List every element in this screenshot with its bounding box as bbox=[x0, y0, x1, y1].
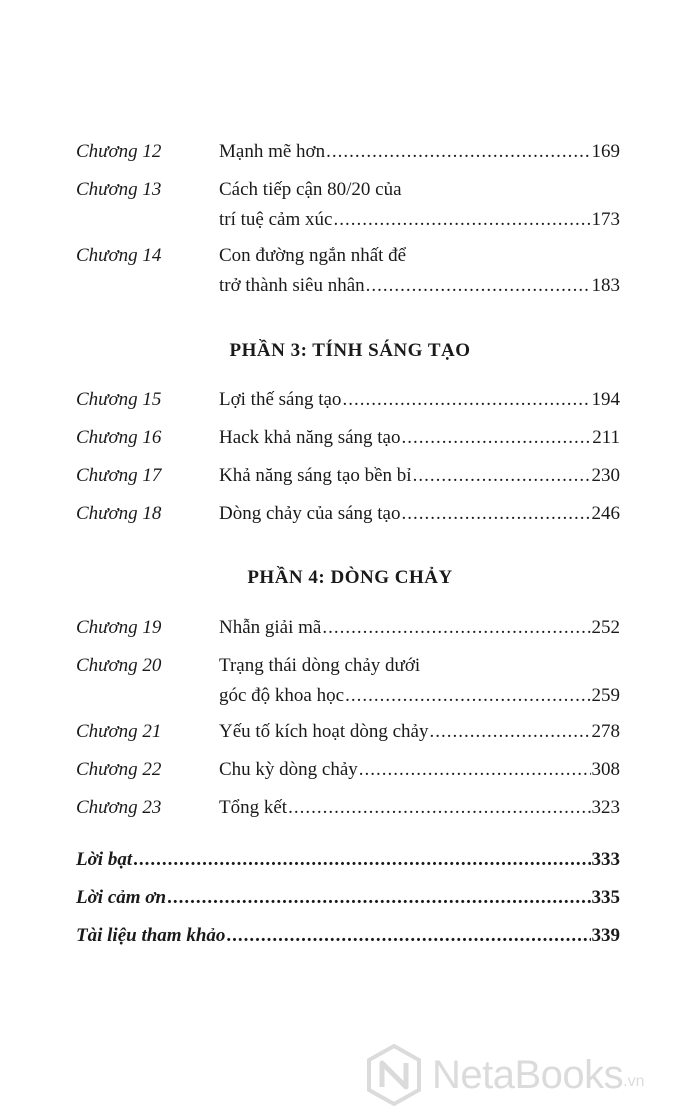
chapter-title bbox=[219, 241, 620, 301]
chapter-title bbox=[219, 423, 620, 453]
chapter-label: Chương 12 bbox=[76, 141, 162, 162]
page-number: 252 bbox=[591, 617, 620, 638]
section-heading: PHẦN 3: TÍNH SÁNG TẠO bbox=[229, 340, 471, 361]
chapter-title-line: Tổng kết bbox=[219, 797, 288, 818]
chapter-title-line: trí tuệ cảm xúc bbox=[219, 209, 333, 230]
chapter-title bbox=[219, 461, 620, 491]
chapter-title bbox=[219, 499, 620, 529]
back-matter-title: Tài liệu tham khảo bbox=[76, 925, 226, 946]
chapter-title bbox=[219, 613, 620, 643]
back-matter-entry bbox=[76, 883, 620, 913]
chapter-title-line: Yếu tố kích hoạt dòng chảy bbox=[219, 721, 429, 742]
chapter-title bbox=[219, 137, 620, 167]
dot-leader bbox=[226, 921, 590, 951]
page-number: 194 bbox=[591, 389, 620, 410]
page-number: 339 bbox=[591, 925, 620, 946]
chapter-label: Chương 13 bbox=[76, 179, 162, 200]
section-heading: PHẦN 4: DÒNG CHẢY bbox=[247, 567, 453, 588]
chapter-label: Chương 14 bbox=[76, 245, 162, 266]
dot-leader bbox=[366, 271, 591, 301]
chapter-title-line: Dòng chảy của sáng tạo bbox=[219, 503, 401, 524]
chapter-title-line: Cách tiếp cận 80/20 của bbox=[219, 179, 402, 200]
watermark-suffix: .vn bbox=[623, 1073, 645, 1090]
chapter-label: Chương 18 bbox=[76, 503, 162, 524]
chapter-title-line: Chu kỳ dòng chảy bbox=[219, 759, 358, 780]
dot-leader bbox=[345, 681, 590, 711]
chapter-title-line: Hack khả năng sáng tạo bbox=[219, 427, 401, 448]
chapter-title bbox=[219, 793, 620, 823]
chapter-title bbox=[219, 651, 620, 711]
chapter-title-line: Trạng thái dòng chảy dưới bbox=[219, 655, 421, 676]
chapter-title-line: Lợi thế sáng tạo bbox=[219, 389, 342, 410]
chapter-label: Chương 22 bbox=[76, 759, 162, 780]
chapter-label: Chương 20 bbox=[76, 655, 162, 676]
page-number: 230 bbox=[591, 465, 620, 486]
chapter-title-line: trở thành siêu nhân bbox=[219, 275, 365, 296]
back-matter-title: Lời cảm ơn bbox=[76, 887, 167, 908]
page-number: 278 bbox=[591, 721, 620, 742]
page-number: 169 bbox=[591, 141, 620, 162]
chapter-title-line: Nhẫn giải mã bbox=[219, 617, 322, 638]
dot-leader bbox=[326, 137, 590, 167]
page-number: 246 bbox=[591, 503, 620, 524]
dot-leader bbox=[402, 423, 592, 453]
dot-leader bbox=[133, 845, 590, 875]
back-matter-entry bbox=[76, 921, 620, 951]
dot-leader bbox=[342, 385, 590, 415]
chapter-title-line: Con đường ngắn nhất để bbox=[219, 245, 407, 266]
page-number: 308 bbox=[591, 759, 620, 780]
page-number: 211 bbox=[592, 427, 620, 448]
dot-leader bbox=[413, 461, 591, 491]
dot-leader bbox=[322, 613, 590, 643]
chapter-label: Chương 21 bbox=[76, 721, 162, 742]
dot-leader bbox=[429, 717, 590, 747]
chapter-label: Chương 19 bbox=[76, 617, 162, 638]
page-number: 335 bbox=[591, 887, 620, 908]
chapter-title-line: Mạnh mẽ hơn bbox=[219, 141, 326, 162]
page-number: 333 bbox=[591, 849, 620, 870]
page-number: 183 bbox=[591, 275, 620, 296]
chapter-title-line: góc độ khoa học bbox=[219, 685, 345, 706]
chapter-label: Chương 17 bbox=[76, 465, 162, 486]
chapter-title bbox=[219, 385, 620, 415]
back-matter-entry bbox=[76, 845, 620, 875]
dot-leader bbox=[167, 883, 590, 913]
dot-leader bbox=[359, 755, 591, 785]
chapter-title bbox=[219, 755, 620, 785]
dot-leader bbox=[402, 499, 591, 529]
chapter-title bbox=[219, 717, 620, 747]
back-matter-title: Lời bạt bbox=[76, 849, 133, 870]
page-number: 323 bbox=[591, 797, 620, 818]
netabooks-logo-icon bbox=[362, 1043, 426, 1107]
chapter-label: Chương 16 bbox=[76, 427, 162, 448]
chapter-title bbox=[219, 175, 620, 235]
watermark-brand: NetaBooks bbox=[432, 1052, 624, 1097]
chapter-label: Chương 23 bbox=[76, 797, 162, 818]
dot-leader bbox=[288, 793, 590, 823]
dot-leader bbox=[333, 205, 590, 235]
chapter-title-line: Khả năng sáng tạo bền bỉ bbox=[219, 465, 412, 486]
chapter-label: Chương 15 bbox=[76, 389, 162, 410]
page-number: 259 bbox=[591, 685, 620, 706]
watermark bbox=[362, 1040, 692, 1110]
page-number: 173 bbox=[591, 209, 620, 230]
